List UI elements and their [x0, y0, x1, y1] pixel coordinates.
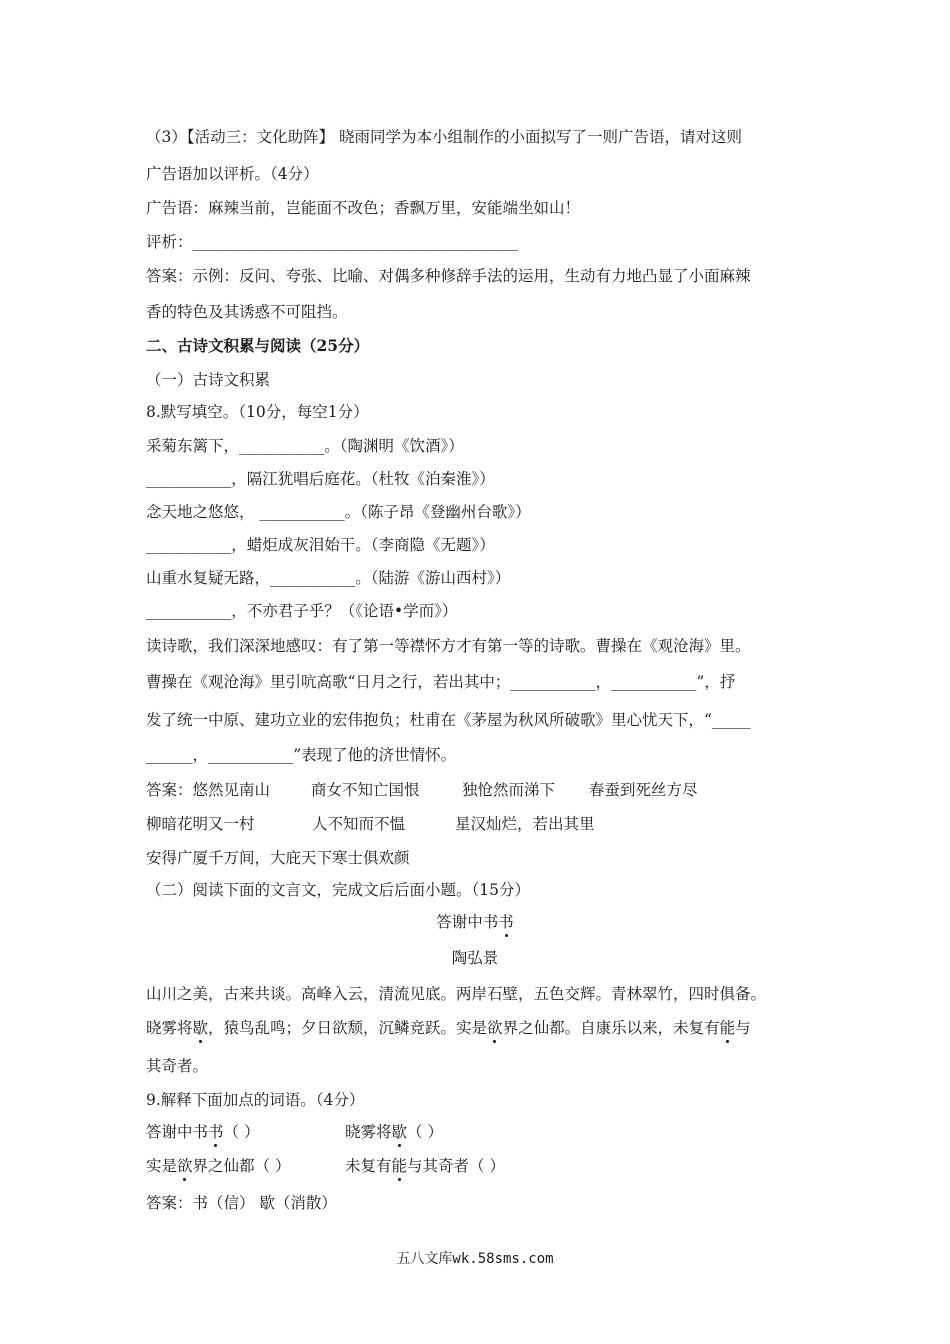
- q8-title: 8.默写填空。（10分，每空1分）: [146, 403, 369, 421]
- section2-heading: 二、古诗文积累与阅读（25分）: [146, 336, 370, 355]
- q8-answer: 星汉灿烂，若出其里: [455, 815, 595, 833]
- q9-item: 答谢中书书（ ）: [146, 1123, 260, 1141]
- q8-answer: 安得广厦千万间，大庇天下寒士俱欢颜: [146, 849, 410, 867]
- emphasis-dot-char: 能: [391, 1157, 408, 1175]
- emphasis-dot-char: 歇: [391, 1123, 408, 1141]
- q8-line: 发了统一中原、建功立业的宏伟抱负；杜甫在《茅屋为秋风所破歌》里心忧天下，“_____: [146, 711, 751, 729]
- q8-line: 读诗歌，我们深深地感叹：有了第一等襟怀方才有第一等的诗歌。曹操在《观沧海》里。: [146, 637, 751, 655]
- q8-line: ___________，不亦君子乎？（《论语•学而》）: [146, 602, 458, 620]
- q8-line: 曹操在《观沧海》里引吭高歌“日月之行，若出其中；___________，___________”，抒: [146, 673, 736, 691]
- q8-line: ___________，蜡炬成灰泪始干。（李商隐《无题》）: [146, 536, 495, 554]
- q8-line: 采菊东篱下，___________。（陶渊明《饮酒》）: [146, 437, 464, 455]
- emphasis-dot-char: 歇: [192, 1019, 209, 1037]
- q3-answer-line1: 答案：示例：反问、夸张、比喻、对偶多种修辞手法的运用，生动有力地凸显了小面麻辣: [146, 267, 751, 285]
- q8-answer: 商女不知亡国恨: [311, 781, 420, 799]
- part1-heading: （一）古诗文积累: [146, 371, 271, 389]
- emphasis-dot-char: 书: [208, 1123, 224, 1141]
- part2-heading: （二）阅读下面的文言文，完成文后后面小题。（15分）: [146, 881, 530, 899]
- q3-review-blank: 评析：__________________________________________: [146, 233, 519, 251]
- q3-slogan: 广告语：麻辣当前，岂能面不改色；香飘万里，安能端坐如山！: [146, 199, 581, 217]
- q9-item: 晓雾将歇（ ）: [345, 1123, 443, 1141]
- q9-answer: 答案：书（信） 歇（消散）: [146, 1194, 337, 1212]
- passage-line3: 其奇者。: [146, 1057, 209, 1075]
- q9-item: 未复有能与其奇者（ ）: [345, 1157, 505, 1175]
- q8-line: ___________，隔江犹唱后庭花。（杜牧《泊秦淮》）: [146, 470, 495, 488]
- emphasis-dot-char: 书: [498, 913, 514, 931]
- q8-answer: 人不知而不愠: [312, 815, 406, 833]
- q8-answer: 春蚕到死丝方尽: [589, 781, 698, 799]
- q9-title: 9.解释下面加点的词语。（4分）: [146, 1091, 365, 1109]
- passage-author: 陶弘景: [451, 949, 499, 967]
- q8-answer: 答案：悠然见南山: [146, 781, 271, 799]
- q8-answer: 独怆然而涕下: [462, 781, 556, 799]
- passage-line1: 山川之美，古来共谈。高峰入云，清流见底。两岸石壁，五色交辉。青林翠竹，四时俱备。: [146, 985, 767, 1003]
- passage-line2: 晓雾将歇，猿鸟乱鸣；夕日欲颓，沉鳞竞跃。实是欲界之仙都。自康乐以来，未复有能与: [146, 1019, 751, 1037]
- q8-answer: 柳暗花明又一村: [146, 815, 255, 833]
- emphasis-dot-char: 欲: [177, 1157, 193, 1175]
- q8-line: ______，___________”表现了他的济世情怀。: [146, 746, 457, 764]
- passage-title: 答谢中书书: [436, 913, 514, 931]
- emphasis-dot-char: 欲: [487, 1019, 503, 1037]
- footer-watermark: 五八文库wk.58sms.com: [396, 1251, 554, 1267]
- emphasis-dot-char: 能: [719, 1019, 736, 1037]
- q9-item: 实是欲界之仙都（ ）: [146, 1157, 291, 1175]
- q8-line: 念天地之悠悠， ___________。（陈子昂《登幽州台歌》）: [146, 503, 531, 521]
- q3-line2: 广告语加以评析。（4分）: [146, 165, 319, 183]
- q8-line: 山重水复疑无路，___________。（陆游《游山西村》）: [146, 569, 511, 587]
- q3-answer-line2: 香的特色及其诱惑不可阻挡。: [146, 303, 348, 321]
- q3-line1: （3）【活动三：文化助阵】 晓雨同学为本小组制作的小面拟写了一则广告语，请对这则: [146, 128, 743, 146]
